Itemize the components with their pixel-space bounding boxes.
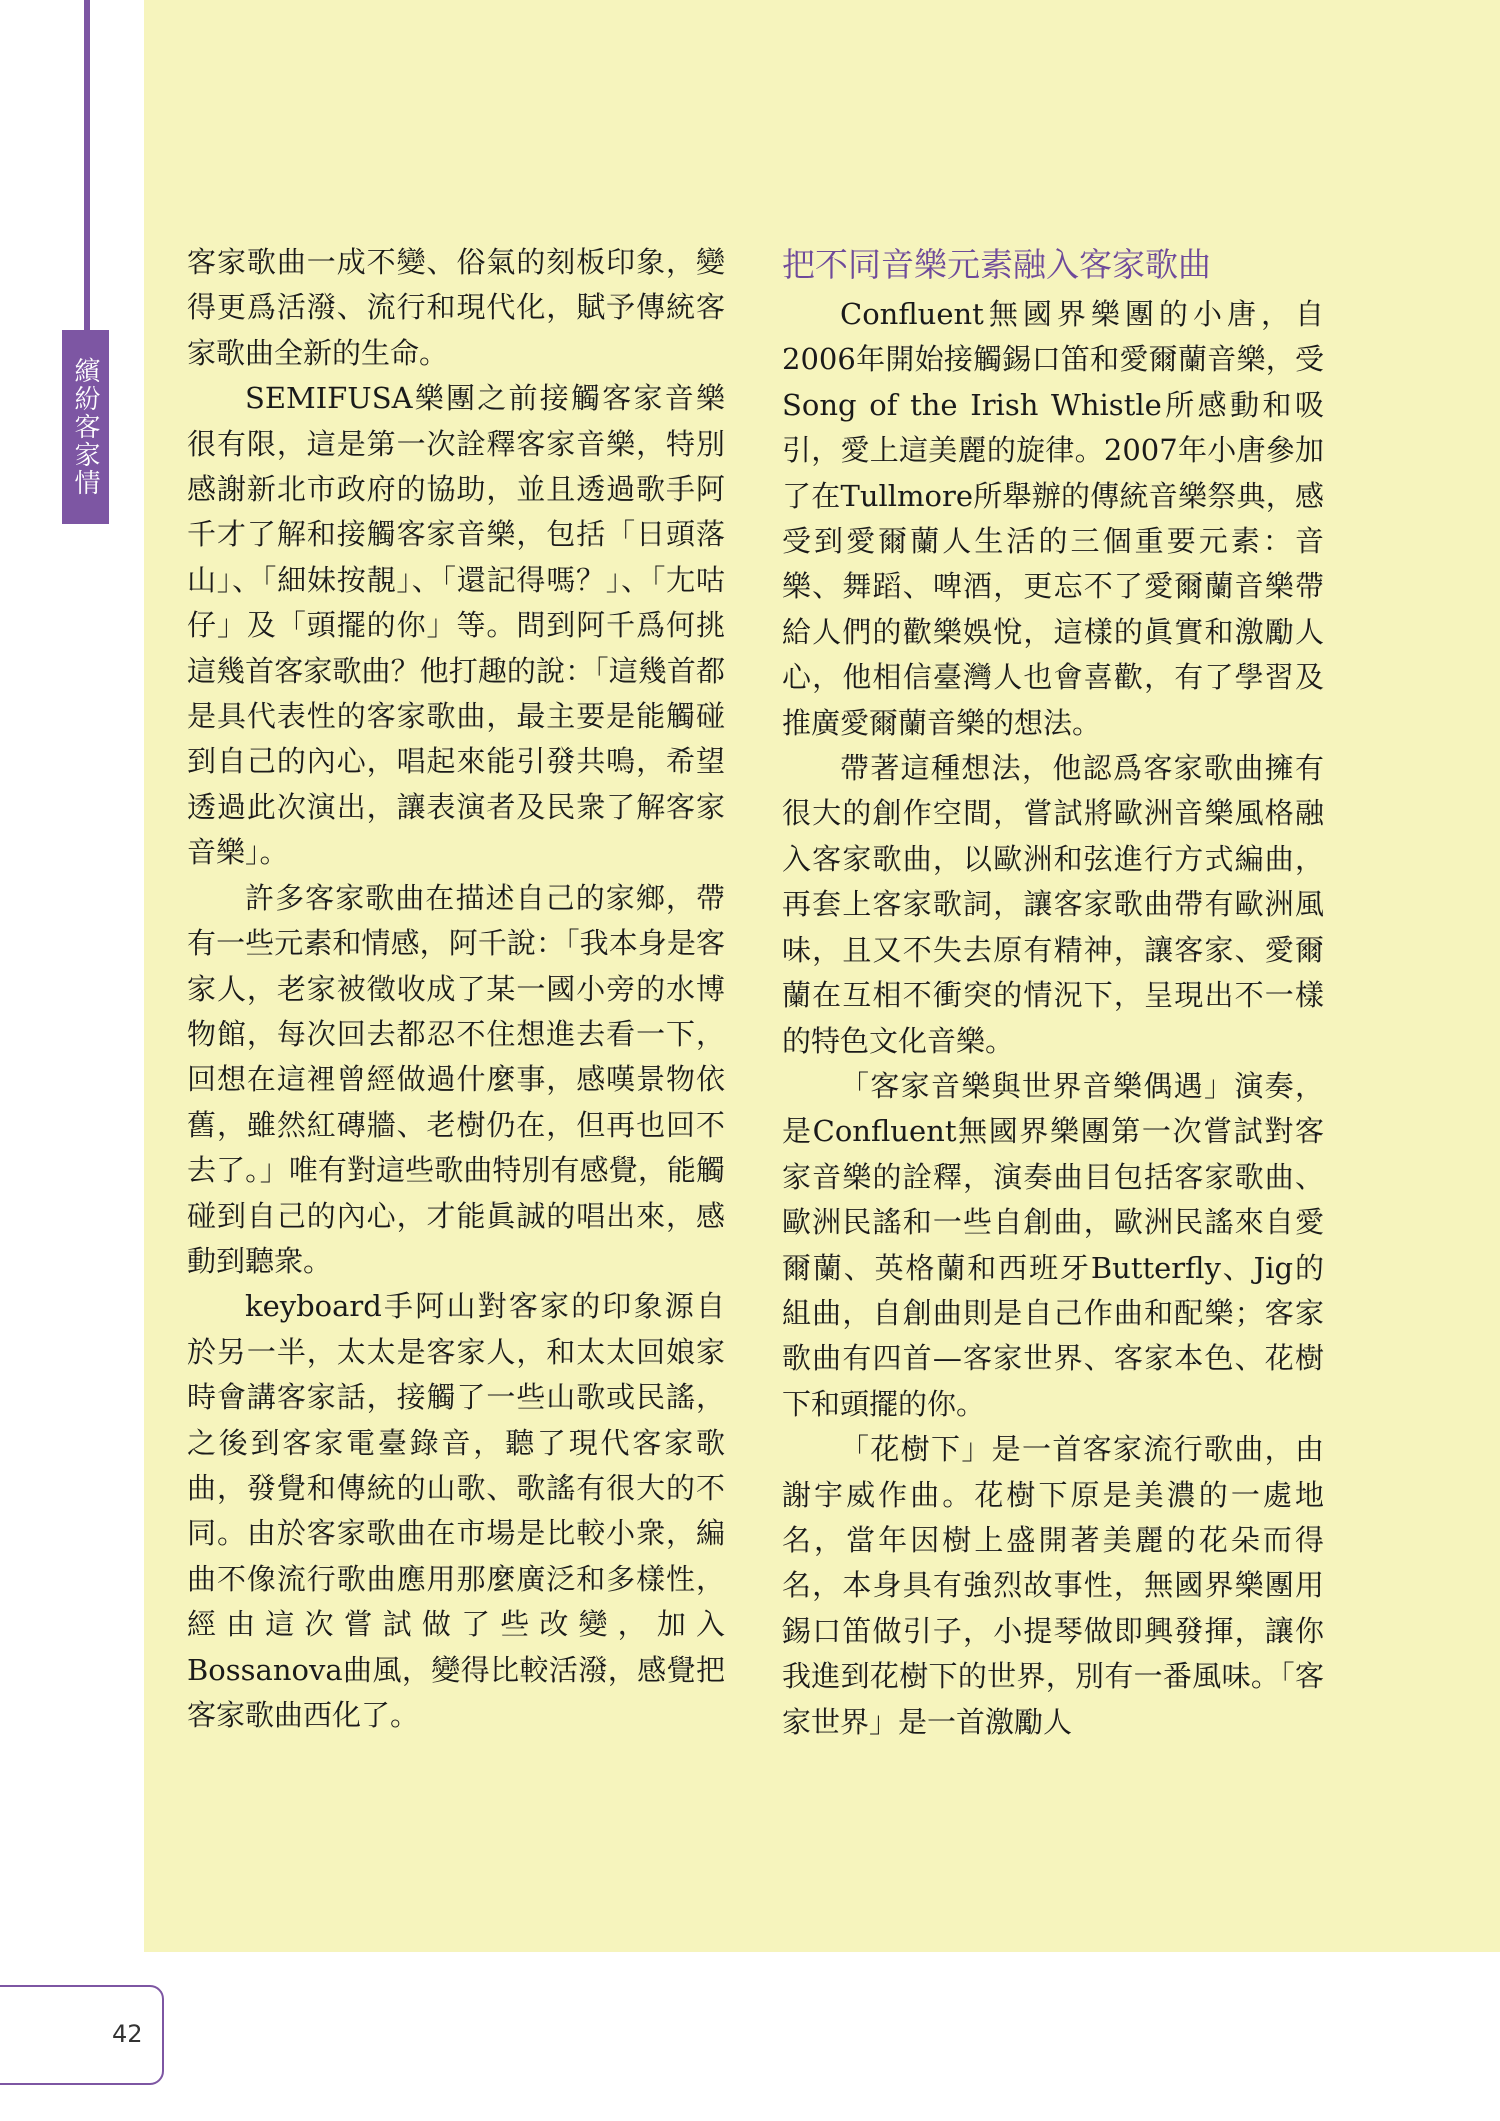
side-decor-line: [84, 0, 90, 332]
section-tab: [62, 330, 109, 524]
right-paragraph: 帶著這種想法，他認爲客家歌曲擁有很大的創作空間，嘗試將歐洲音樂風格融入客家歌曲，以歐洲和弦進行方式編曲，再套上客家歌詞，讓客家歌曲帶有歐洲風味，且又不失去原有精神，讓客家、愛爾蘭在互相不衝突的情況下，呈現出不一樣的特色文化音樂。: [782, 751, 1324, 1058]
right-paragraph: Confluent無國界樂團的小唐，自2006年開始接觸錫口笛和愛爾蘭音樂，受Song of the Irish Whistle所感動和吸引，愛上這美麗的旋律。2007年小唐參加了在Tullmore所舉辦的傳統音樂祭典，感受到愛爾蘭人生活的三個重要元素：音樂、舞蹈、啤酒，更忘不了愛爾蘭音樂帶給人們的歡樂娛悅，這樣的眞實和激勵人心，他相信臺灣人也會喜歡，有了學習及推廣愛爾蘭音樂的想法。: [782, 297, 1324, 740]
page-number: 42: [112, 2020, 143, 2048]
right-paragraph: 「花樹下」是一首客家流行歌曲，由謝宇威作曲。花樹下原是美濃的一處地名，當年因樹上盛開著美麗的花朵而得名，本身具有強烈故事性，無國界樂團用錫口笛做引子，小提琴做即興發揮，讓你我進到花樹下的世界，別有一番風味。「客家世界」是一首激勵人: [782, 1432, 1324, 1739]
section-label: 繽紛客家情: [70, 357, 100, 497]
left-paragraph: SEMIFUSA樂團之前接觸客家音樂很有限，這是第一次詮釋客家音樂，特別感謝新北市政府的協助，並且透過歌手阿千才了解和接觸客家音樂，包括「日頭落山」、「細妹按靚」、「還記得嗎？」、「尢咕仔」及「頭擺的你」等。問到阿千爲何挑這幾首客家歌曲？他打趣的說：「這幾首都是具代表性的客家歌曲，最主要是能觸碰到自己的內心，唱起來能引發共鳴，希望透過此次演出，讓表演者及民衆了解客家音樂」。: [187, 381, 725, 870]
right-column: [782, 240, 1324, 1745]
left-paragraph: 許多客家歌曲在描述自己的家鄉，帶有一些元素和情感，阿千說：「我本身是客家人，老家被徵收成了某一國小旁的水博物館，每次回去都忍不住想進去看一下，回想在這裡曾經做過什麼事，感嘆景物依舊，雖然紅磚牆、老樹仍在，但再也回不去了。」唯有對這些歌曲特別有感覺，能觸碰到自己的內心，才能眞誠的唱出來，感動到聽衆。: [187, 880, 725, 1278]
left-paragraph: 客家歌曲一成不變、俗氣的刻板印象，變得更爲活潑、流行和現代化，賦予傳統客家歌曲全新的生命。: [187, 245, 725, 370]
left-column: [187, 240, 725, 1738]
right-paragraph: 「客家音樂與世界音樂偶遇」演奏，是Confluent無國界樂團第一次嘗試對客家音樂的詮釋，演奏曲目包括客家歌曲、歐洲民謠和一些自創曲，歐洲民謠來自愛爾蘭、英格蘭和西班牙Butterfly、Jig的組曲，自創曲則是自己作曲和配樂；客家歌曲有四首—客家世界、客家本色、花樹下和頭擺的你。: [782, 1068, 1324, 1421]
section-heading: 把不同音樂元素融入客家歌曲: [782, 245, 1211, 284]
left-paragraph: keyboard手阿山對客家的印象源自於另一半，太太是客家人，和太太回娘家時會講客家話，接觸了一些山歌或民謠，之後到客家電臺錄音，聽了現代客家歌曲，發覺和傳統的山歌、歌謠有很大的不同。由於客家歌曲在市場是比較小衆，編曲不像流行歌曲應用那麼廣泛和多樣性，經由這次嘗試做了些改變，加入Bossanova曲風，變得比較活潑，感覺把客家歌曲西化了。: [187, 1289, 725, 1732]
